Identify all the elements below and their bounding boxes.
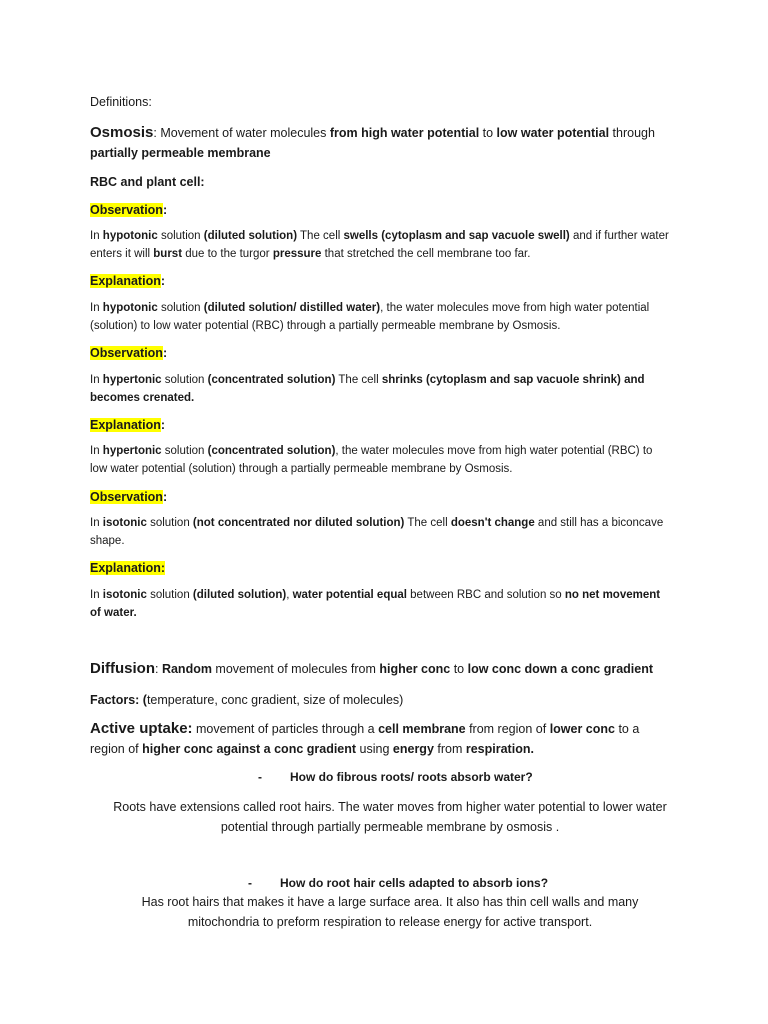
diffusion-term: Diffusion <box>90 660 155 677</box>
explanation-label-3: Explanation: <box>90 561 166 575</box>
explanation-text-3: In isotonic solution (diluted solution), water potential equal between RBC and solution so no net movement of water. <box>90 589 661 619</box>
observation-text-3: In isotonic solution (not concentrated nor diluted solution) The cell doesn't change and still has a biconcave shape. <box>90 517 664 547</box>
answer-1: Roots have extensions called root hairs. The water moves from higher water potential to lower water potential through partially permeable membrane by osmosis . <box>113 800 667 834</box>
osmosis-definition: Osmosis: Movement of water molecules from high water potential to low water potential through partially permeable membrane <box>90 124 655 160</box>
observation-label-1: Observation: <box>90 203 168 217</box>
diffusion-definition: Diffusion: Random movement of molecules from higher conc to low conc down a conc gradient <box>90 660 654 677</box>
definitions-label: Definitions: <box>90 95 152 109</box>
explanation-text-1: In hypotonic solution (diluted solution/ distilled water), the water molecules move from high water potential (solution) to low water potential (RBC) through a partially permeable membrane by Osmosis. <box>90 302 650 332</box>
explanation-label-1: Explanation: <box>90 274 166 288</box>
explanation-label-2: Explanation: <box>90 418 166 432</box>
observation-text-2: In hypertonic solution (concentrated solution) The cell shrinks (cytoplasm and sap vacuole shrink) and becomes crenated. <box>90 374 645 404</box>
observation-text-1: In hypotonic solution (diluted solution) The cell swells (cytoplasm and sap vacuole swell) and if further water enters it will burst due to the turgor pressure that stretched the cell membrane too far. <box>90 230 669 260</box>
observation-label-3: Observation: <box>90 490 168 504</box>
explanation-text-2: In hypertonic solution (concentrated solution), the water molecules move from high water potential (RBC) to low water potential (solution) through a partially permeable membrane by Osmosis. <box>90 445 653 475</box>
answer-2: Has root hairs that makes it have a large surface area. It also has thin cell walls and many mitochondria to preform respiration to release energy for active transport. <box>141 895 639 929</box>
osmosis-term: Osmosis <box>90 124 154 141</box>
question-1: - How do fibrous roots/ roots absorb water? <box>258 770 533 784</box>
question-2: - How do root hair cells adapted to absorb ions? <box>248 876 549 890</box>
observation-label-2: Observation: <box>90 346 168 360</box>
rbc-heading: RBC and plant cell: <box>90 175 205 189</box>
active-uptake-definition: Active uptake: movement of particles through a cell membrane from region of lower conc to a region of higher conc against a conc gradient using energy from respiration. <box>90 720 640 756</box>
active-uptake-term: Active uptake: <box>90 720 193 737</box>
diffusion-factors: Factors: (temperature, conc gradient, size of molecules) <box>90 693 404 707</box>
